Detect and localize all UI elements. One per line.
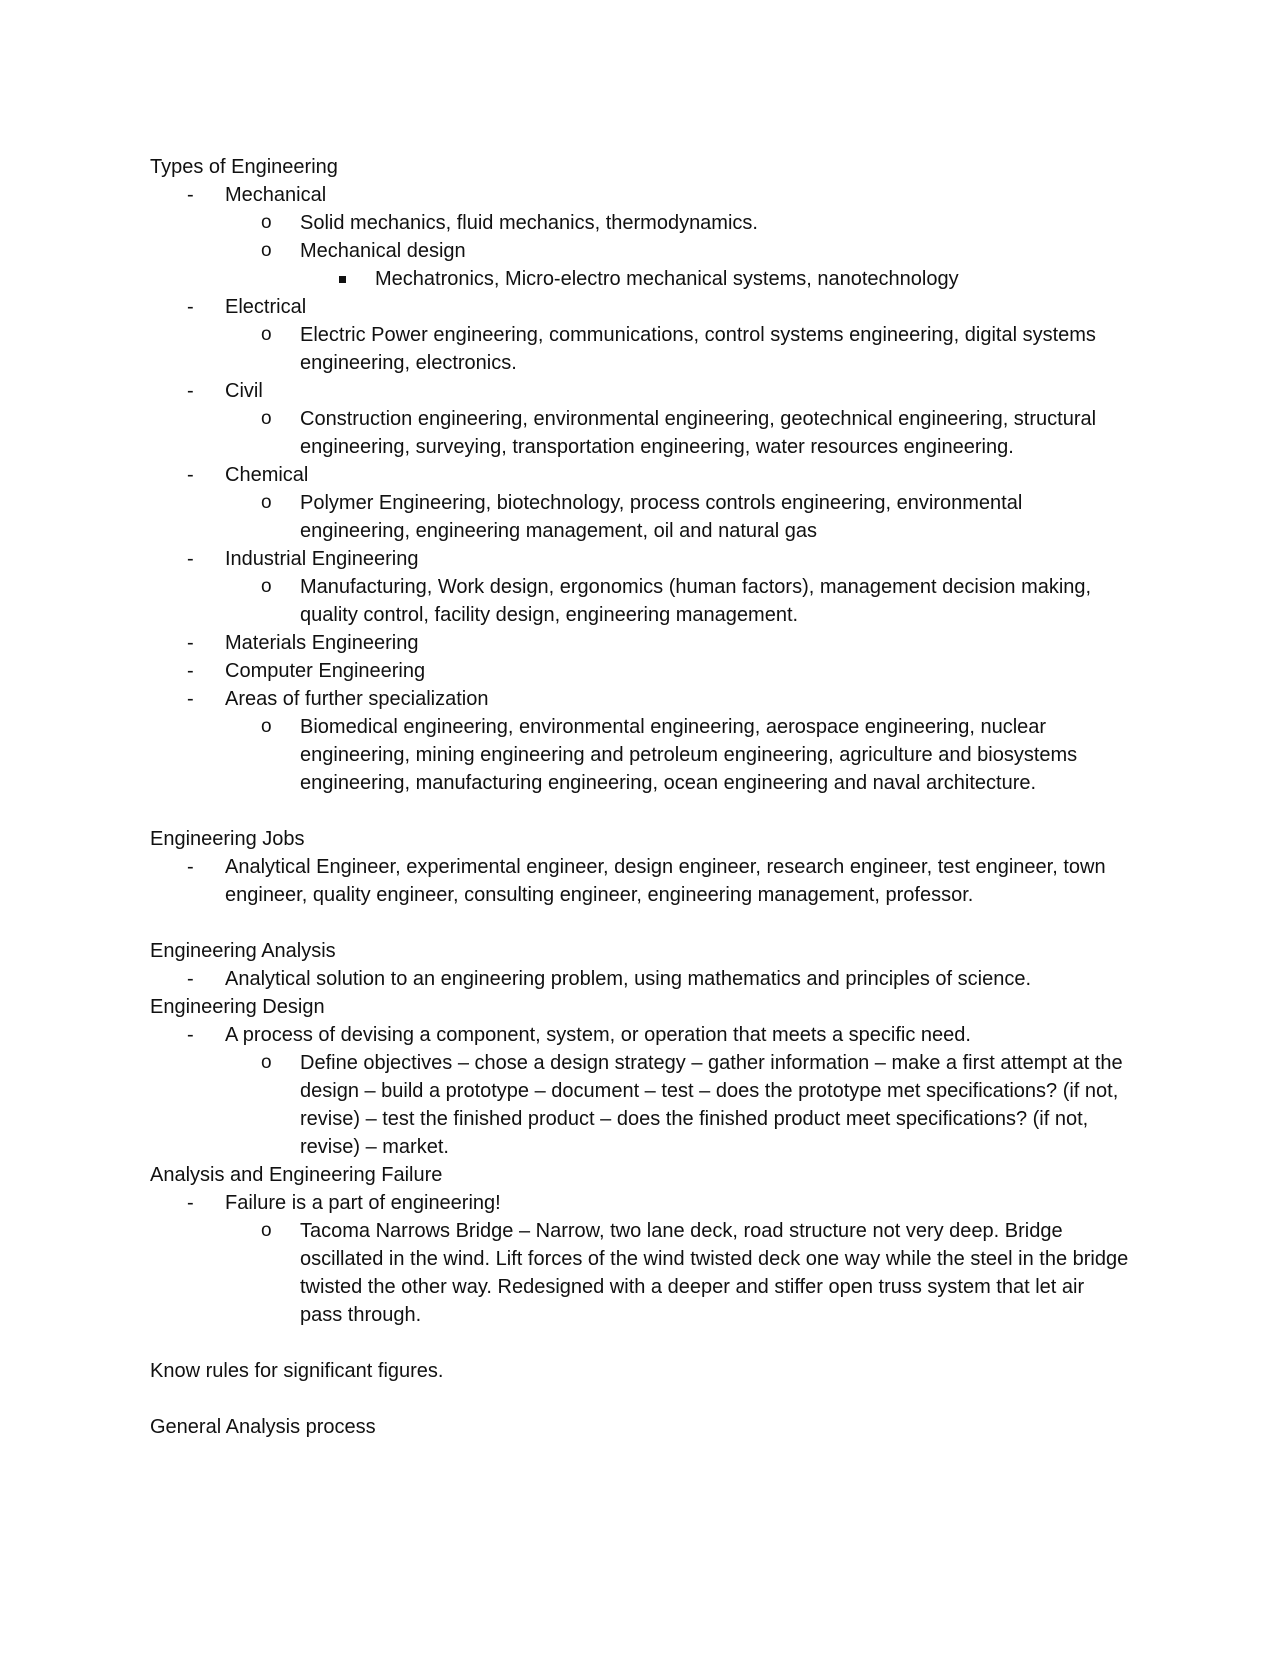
- sub-item-text: Polymer Engineering, biotechnology, process controls engineering, environmental engineering, engineering management, oil and natural gas: [300, 492, 1023, 542]
- sub-item-text: Manufacturing, Work design, ergonomics (human factors), management decision making, quality control, facility design, engineering management.: [300, 576, 1092, 626]
- item-label-computer: Computer Engineering: [225, 660, 426, 682]
- industrial-sublist: [150, 573, 1130, 629]
- dash-bullet: -: [187, 856, 194, 878]
- sub-item: [150, 237, 1130, 265]
- circle-bullet: o: [261, 408, 272, 429]
- sub-item-text: Construction engineering, environmental engineering, geotechnical engineering, structural engineering, surveying, transportation engineering, water resources engineering.: [300, 408, 1097, 458]
- dash-bullet: -: [187, 464, 194, 486]
- dash-bullet: -: [187, 1192, 194, 1214]
- circle-bullet: o: [261, 492, 272, 513]
- electrical-sublist: [150, 321, 1130, 377]
- sub-item: [150, 713, 1130, 797]
- list-item-computer: [150, 657, 1130, 685]
- civil-sublist: [150, 405, 1130, 461]
- circle-bullet: o: [261, 324, 272, 345]
- sub-item-text: Biomedical engineering, environmental engineering, aerospace engineering, nuclear engineering, mining engineering and petroleum engineering, agriculture and biosystems engineering, manufacturing engineering, ocean engineering and naval architecture.: [300, 716, 1078, 794]
- sub-item: [150, 209, 1130, 237]
- list-item: [150, 965, 1130, 993]
- mechanical-sublist: [150, 209, 1130, 265]
- dash-bullet: -: [187, 380, 194, 402]
- circle-bullet: o: [261, 1220, 272, 1241]
- dash-bullet: -: [187, 632, 194, 654]
- sub-item-text: Define objectives – chose a design strategy – gather information – make a first attempt at the design – build a prototype – document – test – does the prototype met specifications? (if not, revise) – test the finished product – does the finished product meet specifications? (if not, revise) – market.: [300, 1052, 1123, 1158]
- item-label-materials: Materials Engineering: [225, 632, 419, 654]
- dash-bullet: -: [187, 1024, 194, 1046]
- failure-list: [150, 1189, 1130, 1217]
- sub-item-text: Solid mechanics, fluid mechanics, thermodynamics.: [300, 212, 758, 234]
- list-item-materials: [150, 629, 1130, 657]
- item-label-chemical: Chemical: [225, 464, 309, 486]
- item-label-civil: Civil: [225, 380, 263, 402]
- types-list: [150, 629, 1130, 713]
- list-item-text: Analytical solution to an engineering problem, using mathematics and principles of science.: [225, 968, 1032, 990]
- section-title-general: General Analysis process: [150, 1416, 376, 1438]
- blank-line: [150, 909, 1130, 937]
- sub-item: [150, 321, 1130, 377]
- further-sublist: [150, 713, 1130, 797]
- list-item-mechanical: [150, 181, 1130, 209]
- circle-bullet: o: [261, 716, 272, 737]
- list-item: [150, 853, 1130, 909]
- list-item-industrial: [150, 545, 1130, 573]
- list-item: [150, 1189, 1130, 1217]
- dash-bullet: -: [187, 688, 194, 710]
- list-item-text: Failure is a part of engineering!: [225, 1192, 501, 1214]
- design-sublist: [150, 1049, 1130, 1161]
- design-list: [150, 1021, 1130, 1049]
- mechanical-design-sublist: [150, 265, 1130, 293]
- section-title-types: Types of Engineering: [150, 156, 338, 178]
- section-title-jobs: Engineering Jobs: [150, 828, 305, 850]
- section-title-failure: Analysis and Engineering Failure: [150, 1164, 443, 1186]
- list-item-further: [150, 685, 1130, 713]
- sigfigs-note: Know rules for significant figures.: [150, 1360, 444, 1382]
- sub-item: [150, 1217, 1130, 1329]
- blank-line: [150, 797, 1130, 825]
- list-item-civil: [150, 377, 1130, 405]
- section-title-design: Engineering Design: [150, 996, 325, 1018]
- types-list: [150, 293, 1130, 321]
- dash-bullet: -: [187, 968, 194, 990]
- item-label-electrical: Electrical: [225, 296, 307, 318]
- sub-item: [150, 405, 1130, 461]
- document-body: [150, 153, 1130, 1441]
- item-label-further: Areas of further specialization: [225, 688, 489, 710]
- sub-sub-item-text: Mechatronics, Micro-electro mechanical systems, nanotechnology: [375, 268, 959, 290]
- types-list: [150, 181, 1130, 209]
- analysis-list: [150, 965, 1130, 993]
- jobs-list: [150, 853, 1130, 909]
- square-bullet-icon: [339, 276, 346, 283]
- item-label-mechanical: Mechanical: [225, 184, 327, 206]
- list-item: [150, 1021, 1130, 1049]
- sub-item: [150, 573, 1130, 629]
- types-list: [150, 377, 1130, 405]
- section-title-analysis: Engineering Analysis: [150, 940, 336, 962]
- types-list: [150, 461, 1130, 489]
- chemical-sublist: [150, 489, 1130, 545]
- circle-bullet: o: [261, 212, 272, 233]
- list-item-text: Analytical Engineer, experimental engineer, design engineer, research engineer, test engineer, town engineer, quality engineer, consulting engineer, engineering management, professor.: [225, 856, 1106, 906]
- dash-bullet: -: [187, 660, 194, 682]
- failure-sublist: [150, 1217, 1130, 1329]
- circle-bullet: o: [261, 240, 272, 261]
- sub-item-text: Mechanical design: [300, 240, 466, 262]
- dash-bullet: -: [187, 548, 194, 570]
- list-item-chemical: [150, 461, 1130, 489]
- types-list: [150, 545, 1130, 573]
- dash-bullet: -: [187, 184, 194, 206]
- item-label-industrial: Industrial Engineering: [225, 548, 419, 570]
- blank-line: [150, 1385, 1130, 1413]
- list-item-electrical: [150, 293, 1130, 321]
- sub-item-text: Electric Power engineering, communications, control systems engineering, digital systems engineering, electronics.: [300, 324, 1096, 374]
- dash-bullet: -: [187, 296, 194, 318]
- sub-sub-item: [150, 265, 1130, 293]
- sub-item: [150, 489, 1130, 545]
- circle-bullet: o: [261, 1052, 272, 1073]
- circle-bullet: o: [261, 576, 272, 597]
- list-item-text: A process of devising a component, system, or operation that meets a specific need.: [225, 1024, 971, 1046]
- blank-line: [150, 1329, 1130, 1357]
- sub-item-text: Tacoma Narrows Bridge – Narrow, two lane deck, road structure not very deep. Bridge oscillated in the wind. Lift forces of the wind twisted deck one way while the steel in the bridge twisted the other way. Redesigned with a deeper and stiffer open truss system that let air pass through.: [300, 1220, 1129, 1326]
- sub-item: [150, 1049, 1130, 1161]
